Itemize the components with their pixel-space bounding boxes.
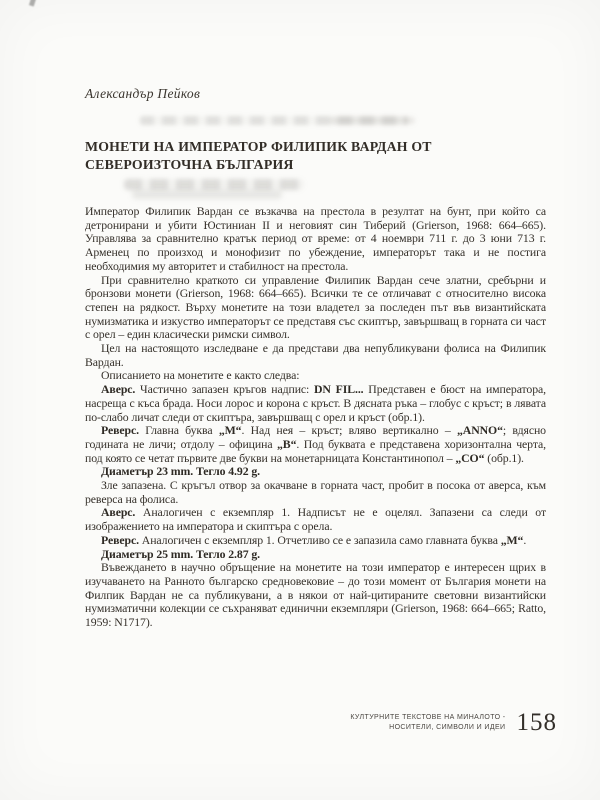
scan-artifact-mark bbox=[29, 0, 36, 7]
series-title-line-1: КУЛТУРНИТЕ ТЕКСТОВЕ НА МИНАЛОТО - bbox=[350, 714, 506, 721]
author-name: Александър Пейков bbox=[85, 86, 201, 101]
text-segment: . Под буквата е представена хоризонтална черта, под която се четат първите две букви на монетарницата Константинопол – bbox=[85, 436, 547, 465]
page-footer bbox=[350, 710, 557, 736]
text-segment: Представен е бюст на императора, насреща с къса брада. Носи лорос и корона с кръст. В дясната ръка – глобус с кръст; в лявата по-слабо личат следи от скиптъра, завършващ с орел и кръст (обр.1). bbox=[85, 382, 547, 424]
text-segment: Цел на настоящото изследване е да представи два непубликувани фолиса на Филипик Вардан. bbox=[85, 341, 546, 369]
text-segment: Въвеждането в научно обръщение на монетите на този император е интересен щрих в изучаването на Ранното българско средновековие – до този момент от България монети на Филпик Вардан не са публикувани, а в някои от най-цитираните световни византийски нумизматични колекции се съхраняват единични екземпляри (Grierson, 1968: 664–665; Ratto, 1959: N1717). bbox=[85, 560, 546, 630]
text-segment: ; вдясно годината не личи; отдолу – официна bbox=[85, 423, 546, 451]
bold-text-segment: Реверс. bbox=[101, 532, 139, 547]
paragraph bbox=[85, 479, 546, 506]
text-segment: Частично запазен кръгов надпис: bbox=[135, 382, 314, 397]
paragraph bbox=[85, 548, 546, 562]
paragraph bbox=[85, 506, 546, 533]
series-title bbox=[350, 710, 505, 732]
text-segment: Зле запазена. С кръгъл отвор за окачване в горната част, пробит в посока от аверса, към реверса на фолиса. bbox=[85, 478, 546, 506]
paragraph bbox=[85, 561, 546, 630]
page-number: 158 bbox=[516, 709, 557, 736]
text-segment: Аналогичен с екземпляр 1. Надписът не е оцелял. Запазени са следи от изображението на императора и скиптъра с орела. bbox=[85, 505, 546, 534]
text-segment: Главна буква bbox=[138, 423, 219, 438]
scan-bleedthrough-smudge bbox=[330, 117, 415, 124]
paragraph bbox=[85, 424, 546, 465]
paragraph bbox=[85, 205, 546, 274]
paragraph bbox=[85, 369, 546, 383]
bold-text-segment: DN FIL... bbox=[314, 382, 364, 397]
text-segment: Аналогичен с екземпляр 1. Отчетливо се е запазила само главната буква bbox=[138, 532, 501, 547]
bold-text-segment: Диаметър 23 mm. Тегло 4.92 g. bbox=[101, 464, 260, 479]
article-title: МОНЕТИ НА ИМПЕРАТОР ФИЛИПИК ВАРДАН ОТ СЕВЕРОИЗТОЧНА БЪЛГАРИЯ bbox=[85, 139, 432, 172]
bold-text-segment: Аверс. bbox=[101, 382, 136, 397]
text-segment: . Над нея – кръст; вляво вертикално – bbox=[241, 423, 457, 438]
paragraph bbox=[85, 534, 546, 548]
series-title-line-2: НОСИТЕЛИ, СИМВОЛИ И ИДЕИ bbox=[389, 723, 506, 731]
bold-text-segment: „М“ bbox=[500, 532, 524, 547]
bold-text-segment: „М“ bbox=[218, 423, 242, 438]
scan-bleedthrough-smudge bbox=[124, 179, 304, 190]
paragraph bbox=[85, 342, 546, 369]
bold-text-segment: „ANNO“ bbox=[456, 423, 503, 438]
bold-text-segment: Аверс. bbox=[101, 505, 136, 520]
paragraph bbox=[85, 465, 546, 479]
article-body bbox=[85, 205, 546, 630]
bold-text-segment: „СО“ bbox=[455, 450, 485, 465]
paragraph bbox=[85, 383, 546, 424]
scan-bleedthrough-smudge bbox=[132, 190, 282, 199]
bold-text-segment: Реверс. bbox=[101, 423, 139, 438]
text-segment: Описанието на монетите е както следва: bbox=[101, 368, 300, 383]
text-segment: . bbox=[523, 532, 527, 547]
bold-text-segment: Диаметър 25 mm. Тегло 2.87 g. bbox=[101, 546, 260, 561]
text-segment: (обр.1). bbox=[484, 450, 524, 465]
paragraph bbox=[85, 274, 546, 343]
bold-text-segment: „В“ bbox=[277, 436, 297, 451]
text-segment: Император Филипик Вардан се възкачва на престола в резултат на бунт, при който са детронирани и убити Юстиниан II и неговият син Тиберий (Grierson, 1968: 664–665). Управлява за сравнително кратък период от време: от 4 ноември 711 г. до 3 юни 713 г. Арменец по произход и монофизит по убеждение, императорът така и не постига необходимия му авторитет и стабилност на престола. bbox=[85, 204, 546, 273]
text-segment: При сравнително краткото си управление Филипик Вардан сече златни, сребърни и бронзови монети (Grierson, 1968: 664–665). Всички те се отличават с относително висока степен на рядкост. Върху монетите на този владетел за последен път във византийската нумизматика и изкуство императорът се представя със скиптър, завършващ в горната си част с орел – един класически римски символ. bbox=[85, 272, 546, 342]
